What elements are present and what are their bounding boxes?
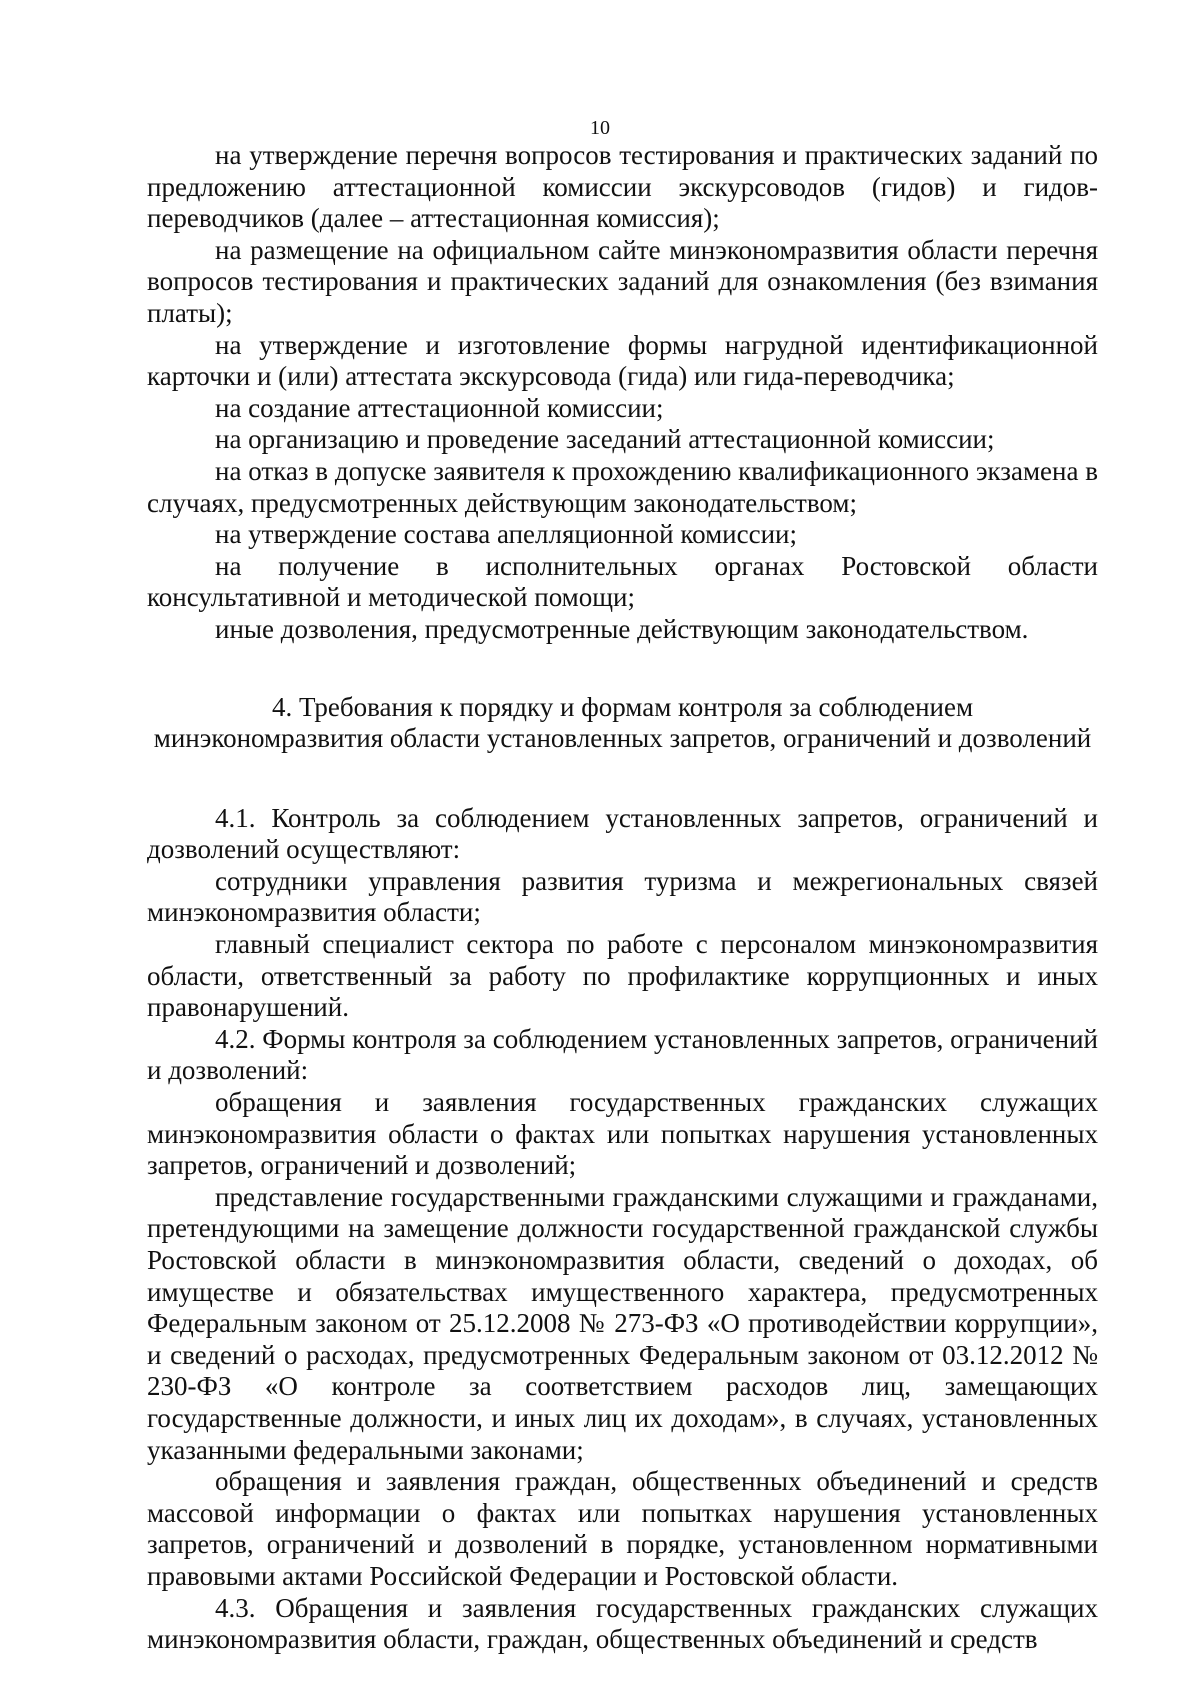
paragraph: на утверждение состава апелляционной комиссии; <box>215 519 798 550</box>
paragraph: на получение в исполнительных органах Ростовской области консультативной и методической помощи; <box>147 550 1098 613</box>
paragraph: 4.1. Контроль за соблюдением установленных запретов, ограничений и дозволений осуществляют: <box>147 802 1098 865</box>
paragraph: на отказ в допуске заявителя к прохождению квалификационного экзамена в случаях, предусмотренных действующим законодательством; <box>147 455 1098 518</box>
paragraph: на создание аттестационной комиссии; <box>215 392 664 423</box>
paragraph: обращения и заявления граждан, общественных объединений и средств массовой информации о фактах или попытках нарушения установленных запретов, ограничений и дозволений в порядке, установленном нормативными правовыми актами Российской Федерации и Ростовской области. <box>147 1466 1098 1591</box>
section-heading-line-2: минэкономразвития области установленных запретов, ограничений и дозволений <box>153 723 1092 754</box>
document-body <box>147 140 1098 1656</box>
section-heading <box>147 692 1098 755</box>
paragraph: 4.2. Формы контроля за соблюдением установленных запретов, ограничений и дозволений: <box>147 1023 1098 1086</box>
paragraph: на размещение на официальном сайте минэкономразвития области перечня вопросов тестирования и практических заданий для ознакомления (без взимания платы); <box>147 234 1098 328</box>
page-number: 10 <box>590 117 610 139</box>
paragraph: главный специалист сектора по работе с персоналом минэкономразвития области, ответственный за работу по профилактике коррупционных и иных правонарушений. <box>147 929 1098 1023</box>
paragraph: на утверждение и изготовление формы нагрудной идентификационной карточки и (или) аттестата экскурсовода (гида) или гида-переводчика; <box>147 329 1098 392</box>
paragraph: 4.3. Обращения и заявления государственных гражданских служащих минэкономразвития области, граждан, общественных объединений и средств <box>147 1592 1098 1655</box>
paragraph: иные дозволения, предусмотренные действующим законодательством. <box>215 613 1029 644</box>
section-heading-line-1: 4. Требования к порядку и формам контроля за соблюдением <box>271 691 974 722</box>
paragraph: обращения и заявления государственных гражданских служащих минэкономразвития области о фактах или попытках нарушения установленных запретов, ограничений и дозволений; <box>147 1087 1098 1181</box>
paragraph: на утверждение перечня вопросов тестирования и практических заданий по предложению аттестационной комиссии экскурсоводов (гидов) и гидов-переводчиков (далее – аттестационная комиссия); <box>147 140 1098 234</box>
paragraph: сотрудники управления развития туризма и межрегиональных связей минэкономразвития области; <box>147 865 1098 928</box>
paragraph: представление государственными гражданскими служащими и гражданами, претендующими на замещение должности государственной гражданской службы Ростовской области в минэкономразвития области, сведений о доходах, об имуществе и обязательствах имущественного характера, предусмотренных Федеральным законом от 25.12.2008 № 273-ФЗ «О противодействии коррупции», и сведений о расходах, предусмотренных Федеральным законом от 03.12.2012 № 230-ФЗ «О контроле за соответствием расходов лиц, замещающих государственные должности, и иных лиц их доходам», в случаях, установленных указанными федеральными законами; <box>147 1181 1098 1465</box>
paragraph: на организацию и проведение заседаний аттестационной комиссии; <box>215 424 995 455</box>
